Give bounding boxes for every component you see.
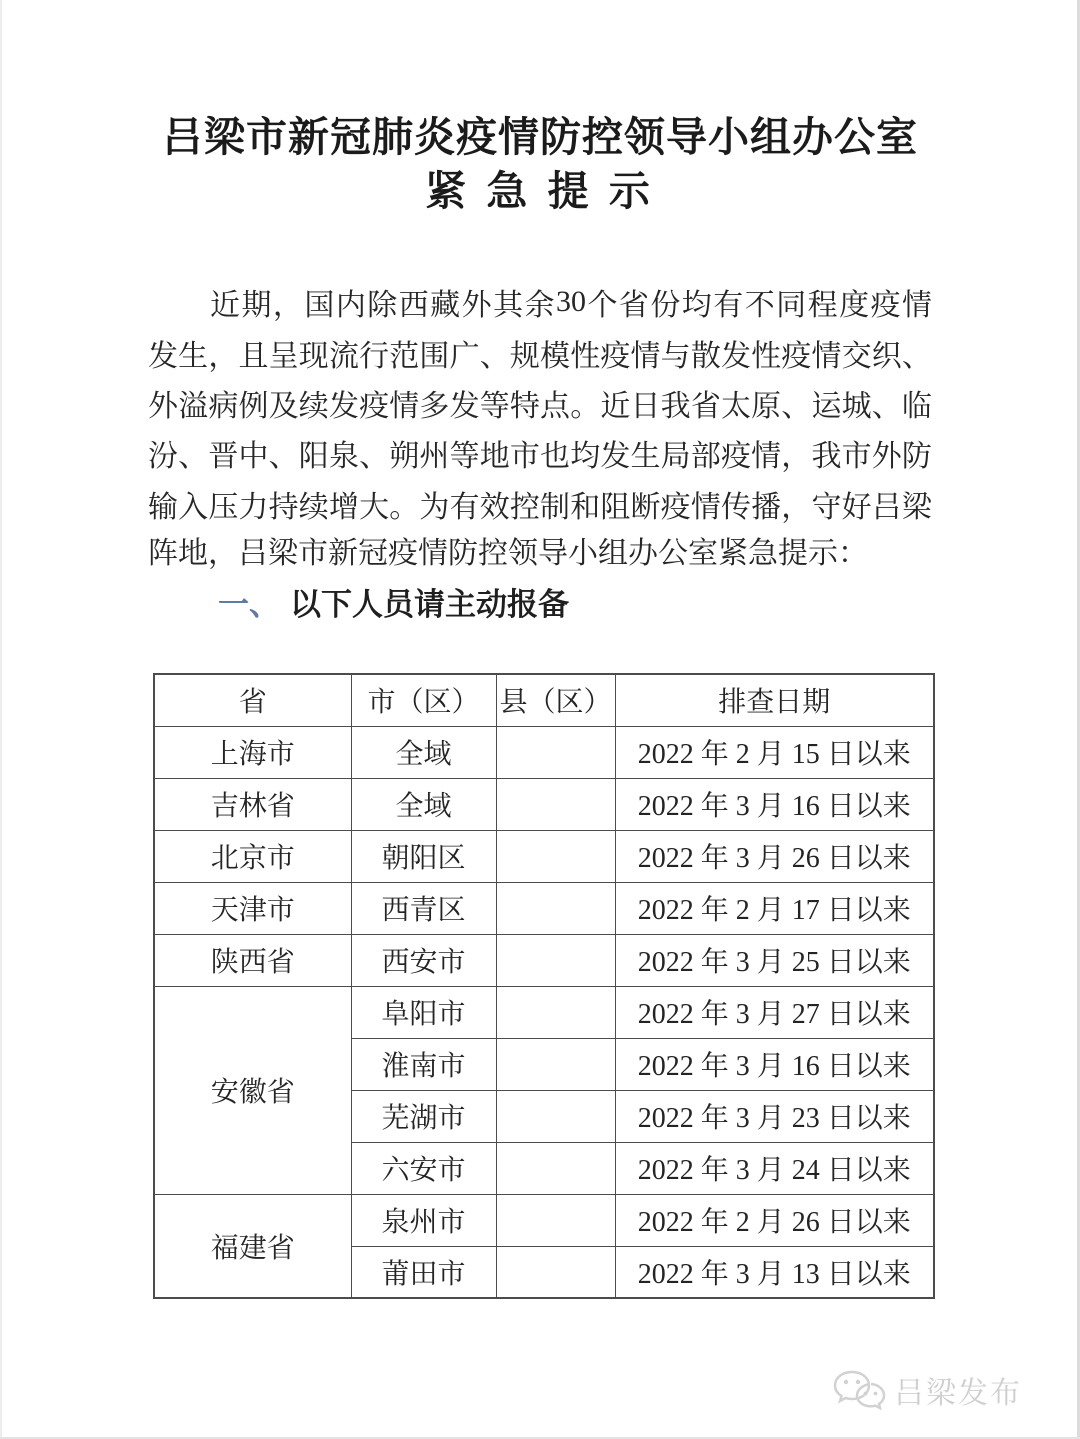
cell-city: 莆田市 [351, 1246, 496, 1298]
cell-city: 阜阳市 [351, 986, 496, 1038]
table-row [154, 778, 934, 830]
section-heading-text: 以下人员请主动报备 [290, 587, 569, 622]
cell-county [496, 1090, 615, 1142]
cell-county [496, 1142, 615, 1194]
cell-county [496, 934, 615, 986]
document-title [0, 110, 1080, 218]
cell-city: 芜湖市 [351, 1090, 496, 1142]
col-header-county: 县（区） [496, 674, 615, 726]
cell-province-merged: 安徽省 [154, 986, 351, 1194]
document-title-line1: 吕梁市新冠肺炎疫情防控领导小组办公室 [162, 114, 918, 160]
cell-city: 全域 [351, 726, 496, 778]
wechat-logo-icon [832, 1368, 886, 1412]
cell-date: 2022 年 3 月 13 日以来 [615, 1246, 934, 1298]
cell-county [496, 830, 615, 882]
cell-county [496, 726, 615, 778]
table-row [154, 934, 934, 986]
table-row [154, 830, 934, 882]
cell-city: 西安市 [351, 934, 496, 986]
section-heading [148, 580, 932, 630]
cell-county [496, 1194, 615, 1246]
paragraph-line-4: 汾 、 晋 中 、 阳 泉 、 朔 州 等 地 市 也 均 发 生 局 部 疫 情 ， 我 市 外 防 [148, 440, 932, 474]
publisher-watermark [832, 1368, 1022, 1412]
paragraph-line-1: 近 期 ， 国 内 除 西 藏 外 其 余 30 个 省 份 均 有 不 同 程 度 疫 情 [210, 285, 932, 323]
cell-province-merged: 福建省 [154, 1194, 351, 1298]
paragraph-line-3: 外 溢 病 例 及 续 发 疫 情 多 发 等 特 点 。 近 日 我 省 太 原 、 运 城 、 临 [148, 389, 932, 423]
cell-city: 淮南市 [351, 1038, 496, 1090]
cell-city: 泉州市 [351, 1194, 496, 1246]
cell-county [496, 1038, 615, 1090]
cell-province: 陕西省 [154, 934, 351, 986]
table-row [154, 986, 934, 1038]
cell-province: 北京市 [154, 830, 351, 882]
intro-paragraph [148, 277, 932, 579]
cell-city: 朝阳区 [351, 830, 496, 882]
cell-county [496, 882, 615, 934]
section-number: 一、 [218, 587, 280, 622]
cell-province: 天津市 [154, 882, 351, 934]
cell-county [496, 986, 615, 1038]
cell-date: 2022 年 2 月 26 日以来 [615, 1194, 934, 1246]
table-header-row [154, 674, 934, 726]
col-header-province: 省 [154, 674, 351, 726]
table-row [154, 1194, 934, 1246]
cell-date: 2022 年 3 月 16 日以来 [615, 778, 934, 830]
cell-date: 2022 年 2 月 17 日以来 [615, 882, 934, 934]
cell-city: 六安市 [351, 1142, 496, 1194]
cell-date: 2022 年 3 月 26 日以来 [615, 830, 934, 882]
cell-date: 2022 年 3 月 24 日以来 [615, 1142, 934, 1194]
paragraph-line-2: 发 生 ， 且 呈 现 流 行 范 围 广 、 规 模 性 疫 情 与 散 发 性 疫 情 交 织 、 [148, 339, 932, 373]
paragraph-line-5: 输 入 压 力 持 续 增 大 。 为 有 效 控 制 和 阻 断 疫 情 传 播 ， 守 好 吕 梁 [148, 490, 932, 524]
cell-county [496, 778, 615, 830]
cell-date: 2022 年 3 月 23 日以来 [615, 1090, 934, 1142]
cell-province: 吉林省 [154, 778, 351, 830]
cell-province: 上海市 [154, 726, 351, 778]
cell-date: 2022 年 3 月 16 日以来 [615, 1038, 934, 1090]
watermark-text: 吕梁发布 [894, 1377, 1022, 1410]
table-row [154, 726, 934, 778]
cell-county [496, 1246, 615, 1298]
cell-date: 2022 年 2 月 15 日以来 [615, 726, 934, 778]
document-title-line2: 紧 急 提 示 [425, 168, 655, 214]
table-row [154, 882, 934, 934]
cell-city: 西青区 [351, 882, 496, 934]
cell-city: 全域 [351, 778, 496, 830]
col-header-date: 排查日期 [615, 674, 934, 726]
paragraph-line-6: 阵地，吕梁市新冠疫情防控领导小组办公室紧急提示： [148, 536, 868, 570]
cell-date: 2022 年 3 月 25 日以来 [615, 934, 934, 986]
cell-date: 2022 年 3 月 27 日以来 [615, 986, 934, 1038]
report-back-table [153, 673, 935, 1299]
col-header-city: 市（区） [351, 674, 496, 726]
